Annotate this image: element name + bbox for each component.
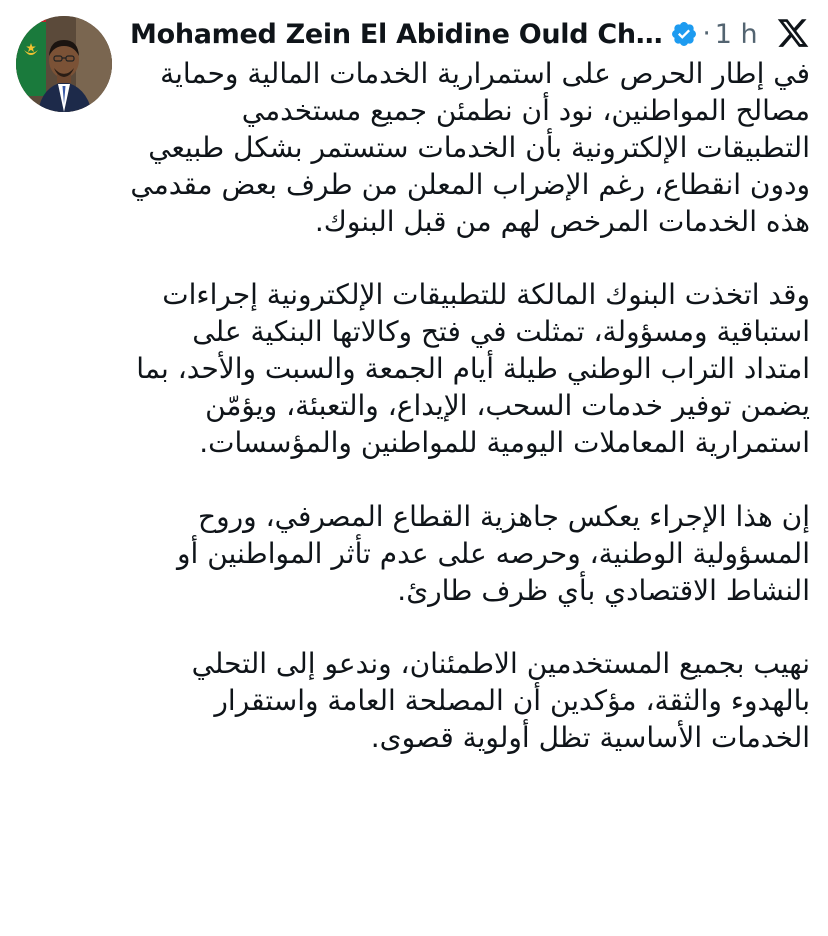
tweet-text bbox=[120, 56, 810, 794]
author-name[interactable]: Mohamed Zein El Abidine Ould Ch… bbox=[130, 18, 663, 50]
x-logo-icon[interactable] bbox=[776, 16, 810, 50]
profile-photo bbox=[16, 16, 112, 112]
verified-badge-icon bbox=[670, 20, 698, 48]
author-avatar[interactable] bbox=[16, 16, 112, 112]
post-time[interactable]: 1 h bbox=[714, 18, 758, 50]
tweet-paragraph: نهيب بجميع المستخدمين الاطمئنان، وندعو إلى التحلي بالهدوء والثقة، مؤكدين أن المصلحة العامة واستقرار الخدمات الأساسية تظل أولوية قصوى. bbox=[182, 647, 810, 755]
tweet-paragraph: وقد اتخذت البنوك المالكة للتطبيقات الإلكترونية إجراءات استباقية ومسؤولة، تمثلت في فتح وكالاتها البنكية على امتداد التراب الوطني طيلة أيام الجمعة والسبت والأحد، بما يضمن توفير خدمات السحب، الإيداع، والتعبئة، ويؤمّن استمرارية المعاملات اليومية للمواطنين والمؤسسات. bbox=[127, 278, 810, 460]
separator-dot: · bbox=[702, 19, 711, 49]
tweet-paragraph: إن هذا الإجراء يعكس جاهزية القطاع المصرفي، وروح المسؤولية الوطنية، وحرصه على عدم تأثر المواطنين أو النشاط الاقتصادي بأي ظرف طارئ. bbox=[168, 499, 810, 607]
tweet-paragraph: في إطار الحرص على استمرارية الخدمات المالية وحماية مصالح المواطنين، نود أن نطمئن جميع مستخدمي التطبيقات الإلكترونية بأن الخدمات ستستمر بشكل طبيعي ودون انقطاع، رغم الإضراب المعلن من طرف بعض مقدمي هذه الخدمات المرخص لهم من قبل البنوك. bbox=[121, 57, 810, 238]
tweet-header bbox=[130, 14, 810, 54]
